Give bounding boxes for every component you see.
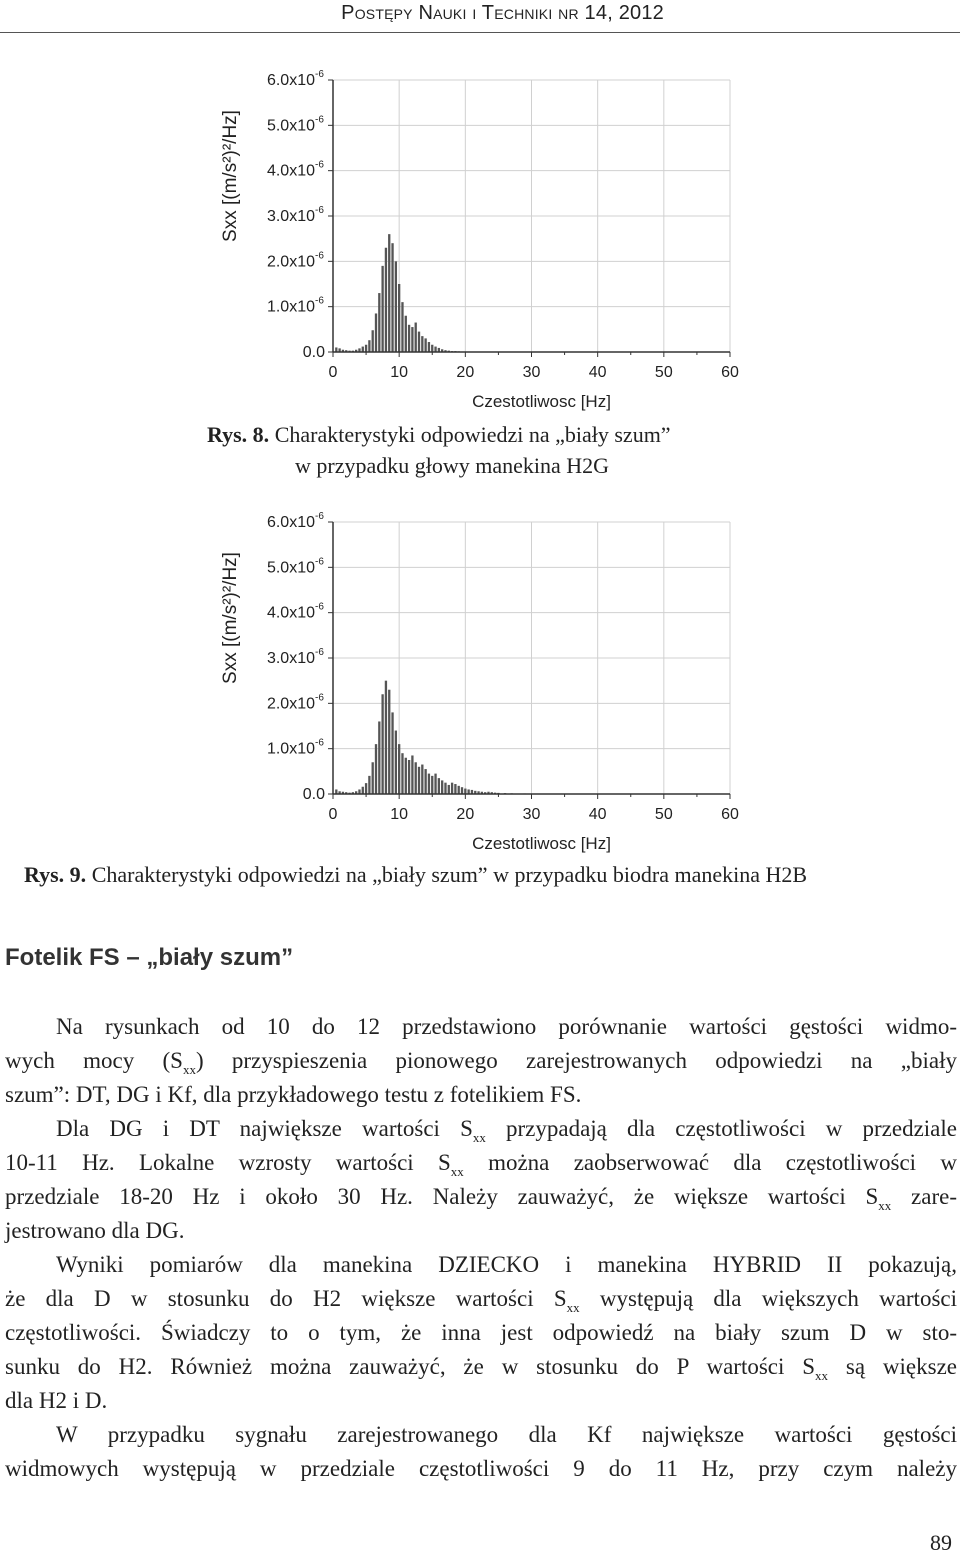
chart-bar xyxy=(405,316,407,352)
x-tick-label: 10 xyxy=(390,806,409,823)
header-rule xyxy=(0,32,960,33)
running-header: Postępy Nauki i Techniki nr 14, 2012 xyxy=(341,2,664,24)
y-tick-label: 4.0x10 xyxy=(266,162,315,180)
chart-bar xyxy=(388,690,390,794)
chart-bar xyxy=(391,712,393,794)
x-tick-label: 0 xyxy=(328,806,338,823)
chart-bar xyxy=(368,340,370,352)
y-tick-label: 5.0x10 xyxy=(266,559,315,577)
x-tick-label: 40 xyxy=(588,364,607,381)
chart-bar xyxy=(444,783,446,794)
chart-bar xyxy=(378,721,380,794)
x-tick-label: 50 xyxy=(654,806,673,823)
chart-bar xyxy=(415,323,417,352)
y-tick-label: 2.0x10 xyxy=(266,695,315,713)
text-fragment: 10-11 Hz. Lokalne wzrosty wartości S xyxy=(5,1150,451,1175)
x-tick-label: 20 xyxy=(456,806,475,823)
y-tick-label: 0.0 xyxy=(302,786,325,803)
y-axis-label: Sxx [(m/s²)²/Hz] xyxy=(220,552,241,684)
y-tick-exponent: -6 xyxy=(315,601,324,613)
paragraph-3-line-5: dla H2 i D. xyxy=(5,1388,108,1413)
chart-bar xyxy=(372,330,374,352)
y-tick-label: 1.0x10 xyxy=(266,740,315,758)
x-axis-label: Czestotliwosc [Hz] xyxy=(472,392,611,411)
caption-fig9 xyxy=(24,860,807,890)
y-tick-exponent: -6 xyxy=(315,647,324,658)
y-tick-label: 3.0x10 xyxy=(266,650,315,667)
chart-bar xyxy=(385,681,387,794)
chart-bar xyxy=(421,336,423,352)
paragraph-2-line-3 xyxy=(5,1180,957,1214)
caption-fig8-line2: w przypadku głowy manekina H2G xyxy=(295,453,610,478)
y-tick-exponent: -6 xyxy=(315,205,324,216)
chart-bar xyxy=(428,342,430,352)
paragraph-3-line-1: Wyniki pomiarów dla manekina DZIECKO i manekina HYBRID II pokazują, xyxy=(56,1252,957,1277)
y-tick-label: 5.0x10 xyxy=(266,117,315,135)
chart-bar xyxy=(441,780,443,794)
x-tick-label: 40 xyxy=(588,806,607,823)
x-tick-label: 0 xyxy=(328,364,338,381)
text-fragment: przypadają dla częstotliwości w przedziale xyxy=(485,1116,957,1141)
y-tick-exponent: -6 xyxy=(315,692,324,704)
subscript-xx: xx xyxy=(566,1300,580,1315)
y-tick-label: 6.0x10 xyxy=(266,514,315,531)
text-fragment: ) przyspieszenia pionowego zarejestrowanych odpowiedzi na „biały xyxy=(195,1048,957,1073)
subscript-xx: xx xyxy=(815,1368,829,1383)
y-tick-label: 4.0x10 xyxy=(266,604,315,622)
paragraph-2-line-4: jestrowano dla DG. xyxy=(5,1218,185,1243)
chart-bar xyxy=(428,774,430,794)
caption-fig9-label: Rys. 9. xyxy=(24,862,87,887)
x-tick-label: 20 xyxy=(456,364,475,381)
chart-bar xyxy=(411,327,413,352)
chart-bar xyxy=(451,783,453,794)
y-tick-exponent: -6 xyxy=(315,556,324,568)
text-fragment: są większe xyxy=(828,1354,957,1379)
x-tick-label: 60 xyxy=(721,806,739,823)
paragraph-3-line-4 xyxy=(5,1350,957,1384)
paragraph-4-line-1: W przypadku sygnału zarejestrowanego dla Kf największe wartości gęstości xyxy=(56,1422,957,1447)
chart-bar xyxy=(391,243,393,352)
x-tick-label: 30 xyxy=(522,806,541,823)
y-tick-exponent: -6 xyxy=(315,69,324,80)
chart-bar xyxy=(398,284,400,352)
chart-bar xyxy=(401,753,403,794)
chart-bar xyxy=(438,778,440,794)
chart-bar xyxy=(395,261,397,352)
paragraph-1-line-1: Na rysunkach od 10 do 12 przedstawiono porównanie wartości gęstości widmo- xyxy=(56,1014,957,1039)
chart-bar xyxy=(398,744,400,794)
section-title: Fotelik FS – „biały szum” xyxy=(5,944,294,971)
chart-bar xyxy=(418,332,420,352)
chart-bar xyxy=(411,755,413,794)
chart-bar xyxy=(375,744,377,794)
text-fragment: zare- xyxy=(891,1184,957,1209)
y-tick-exponent: -6 xyxy=(315,511,324,522)
y-tick-exponent: -6 xyxy=(315,737,324,749)
chart-svg xyxy=(210,70,750,410)
caption-fig8-label: Rys. 8. xyxy=(207,422,270,447)
y-axis-label: Sxx [(m/s²)²/Hz] xyxy=(220,110,241,242)
chart-bar xyxy=(415,762,417,794)
paragraph-3-line-3: częstotliwości. Świadczy to o tym, że inna jest odpowiedź na biały szum D w sto- xyxy=(5,1320,957,1345)
chart-bar xyxy=(434,774,436,794)
chart-bar xyxy=(431,776,433,794)
chart-bar xyxy=(418,767,420,794)
x-tick-label: 10 xyxy=(390,364,409,381)
body-text xyxy=(5,1010,957,1486)
chart-bar xyxy=(424,338,426,352)
chart-bar xyxy=(408,325,410,352)
y-tick-exponent: -6 xyxy=(315,114,324,126)
text-fragment: że dla D w stosunku do H2 większe wartości S xyxy=(5,1286,567,1311)
y-tick-label: 1.0x10 xyxy=(266,298,315,316)
chart-bar xyxy=(421,765,423,794)
chart-bar xyxy=(408,760,410,794)
x-tick-label: 30 xyxy=(522,364,541,381)
page-number: 89 xyxy=(930,1530,952,1555)
chart-bar xyxy=(395,731,397,794)
x-tick-label: 50 xyxy=(654,364,673,381)
chart-bar xyxy=(365,345,367,352)
chart-bar xyxy=(464,789,466,794)
chart-bar xyxy=(458,786,460,794)
chart-bar xyxy=(378,293,380,352)
text-fragment: sunku do H2. Również można zauważyć, że w stosunku do P wartości S xyxy=(5,1354,816,1379)
y-tick-exponent: -6 xyxy=(315,250,324,262)
x-axis-label: Czestotliwosc [Hz] xyxy=(472,834,611,853)
chart-bar xyxy=(381,266,383,352)
y-tick-label: 6.0x10 xyxy=(266,72,315,89)
text-fragment: Dla DG i DT największe wartości S xyxy=(56,1116,473,1141)
chart-bar xyxy=(365,783,367,794)
chart-bar xyxy=(405,758,407,794)
caption-fig9-text: Charakterystyki odpowiedzi na „biały szum” w przypadku biodra manekina H2B xyxy=(86,862,808,887)
paragraph-2-line-2 xyxy=(5,1146,957,1180)
y-tick-label: 3.0x10 xyxy=(266,208,315,225)
chart-bar xyxy=(362,347,364,352)
y-tick-exponent: -6 xyxy=(315,295,324,307)
y-tick-label: 0.0 xyxy=(302,344,325,361)
text-fragment: można zaobserwować dla częstotliwości w xyxy=(463,1150,957,1175)
chart-bar xyxy=(434,347,436,352)
paragraph-4-line-2: widmowych występują w przedziale częstotliwości 9 do 11 Hz, przy czym należy xyxy=(5,1456,957,1481)
chart-bar xyxy=(424,769,426,794)
paragraph-3-line-2 xyxy=(5,1282,957,1316)
paragraph-1-line-3: szum”: DT, DG i Kf, dla przykładowego testu z fotelikiem FS. xyxy=(5,1082,582,1107)
y-tick-label: 2.0x10 xyxy=(266,253,315,271)
chart-bar xyxy=(448,785,450,794)
chart-bar xyxy=(372,762,374,794)
chart-bar xyxy=(401,302,403,352)
text-fragment: wych mocy (S xyxy=(5,1048,183,1073)
paragraph-2-line-1 xyxy=(5,1112,957,1146)
chart-bar xyxy=(362,787,364,794)
caption-fig8-text1: Charakterystyki odpowiedzi na „biały szum” xyxy=(269,422,671,447)
chart-bar xyxy=(454,784,456,794)
chart-fig9 xyxy=(210,512,750,852)
subscript-xx: xx xyxy=(450,1164,464,1179)
chart-fig8 xyxy=(210,70,750,410)
chart-bar xyxy=(431,345,433,352)
paragraph-1-line-2 xyxy=(5,1044,957,1078)
chart-bar xyxy=(388,234,390,352)
text-fragment: przedziale 18-20 Hz i około 30 Hz. Należy zauważyć, że większe wartości S xyxy=(5,1184,879,1209)
x-tick-label: 60 xyxy=(721,364,739,381)
text-fragment: występują dla większych wartości xyxy=(579,1286,957,1311)
chart-bar xyxy=(381,694,383,794)
subscript-xx: xx xyxy=(182,1062,196,1077)
chart-bar xyxy=(375,313,377,352)
chart-bar xyxy=(385,248,387,352)
caption-fig8-line1 xyxy=(207,420,671,450)
subscript-xx: xx xyxy=(472,1130,486,1145)
chart-bar xyxy=(368,776,370,794)
subscript-xx: xx xyxy=(878,1198,892,1213)
chart-svg xyxy=(210,512,750,852)
chart-bar xyxy=(461,787,463,794)
y-tick-exponent: -6 xyxy=(315,159,324,171)
